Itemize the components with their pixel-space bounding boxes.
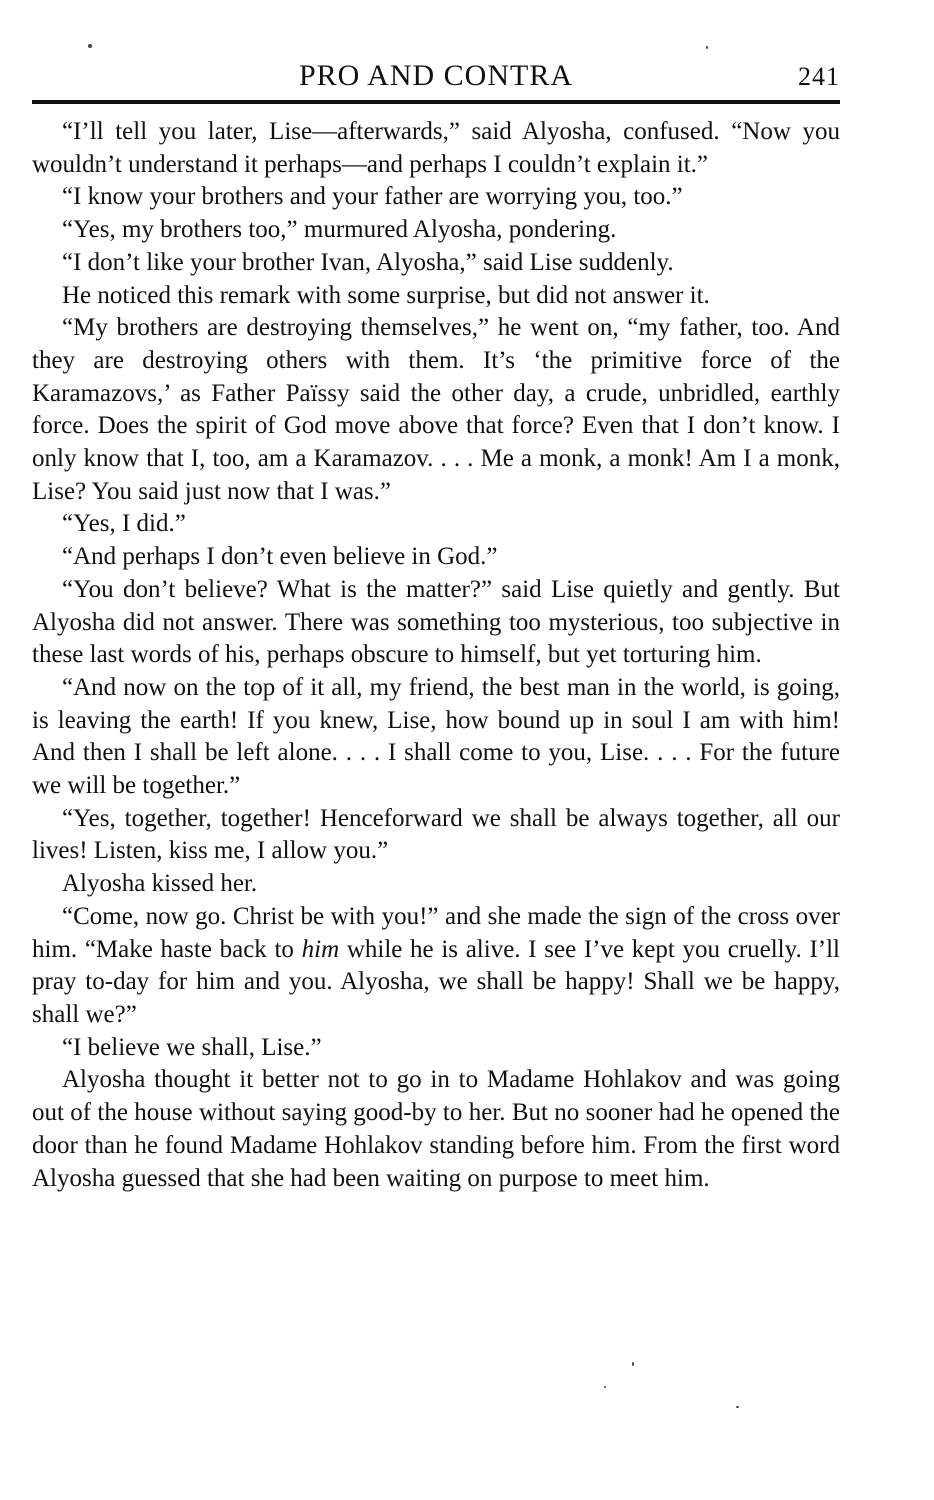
paragraph-8: “And perhaps I don’t even believe in God.” bbox=[62, 543, 498, 571]
scan-speck bbox=[632, 1362, 634, 1366]
paragraph-6: “My brothers are destroying themselves,” he went on, “my father, too. And they are destroying others with them. It’s ‘the primitive force of the Karamazovs,’ as Father Païssy said the other day, a crude, unbridled, earthly force. Does the spirit of God move above that force? Even that I don’t know. I only know that I, too, am a Karamazov. . . . Me a monk, a monk! Am I a monk, Lise? You said just now that I was.” bbox=[32, 314, 840, 505]
paragraph-14: “I believe we shall, Lise.” bbox=[62, 1033, 322, 1061]
paragraph-7: “Yes, I did.” bbox=[62, 510, 186, 538]
paragraph-13-start: “Come, now go. Christ be with you!” and she made the sign of the cross over him. “Make haste back to bbox=[32, 902, 840, 963]
scan-speck bbox=[604, 1386, 606, 1388]
body-text bbox=[32, 116, 840, 1195]
paragraph-2: “I know your brothers and your father are worrying you, too.” bbox=[62, 183, 683, 211]
page-number: 241 bbox=[798, 62, 840, 91]
paragraph-4: “I don’t like your brother Ivan, Alyosha,” said Lise suddenly. bbox=[62, 248, 674, 276]
paragraph-10: “And now on the top of it all, my friend, the best man in the world, is going, is leaving the earth! If you knew, Lise, how bound up in soul I am with him! And then I shall be left alone. . . . I shall come to you, Lise. . . . For the future we will be together.” bbox=[32, 673, 840, 800]
paragraph-1: “I’ll tell you later, Lise—afterwards,” said Alyosha, confused. “Now you wouldn’t understand it perhaps—and perhaps I couldn’t explain it.” bbox=[32, 118, 840, 178]
italic-him: him bbox=[301, 935, 340, 963]
paragraph-12: Alyosha kissed her. bbox=[62, 870, 258, 898]
paragraph-9: “You don’t believe? What is the matter?” said Lise quietly and gently. But Alyosha did not answer. There was something too mysterious, too subjective in these last words of his, perhaps obscure to himself, but yet torturing him. bbox=[32, 575, 840, 669]
paragraph-13-end: while he is alive. I see I’ve kept you cruelly. I’ll pray to-day for him and you. Alyosha, we shall be happy! Shall we be happy, shall we?” bbox=[32, 935, 840, 1028]
scan-speck bbox=[88, 44, 92, 48]
paragraph-5: He noticed this remark with some surprise, but did not answer it. bbox=[62, 281, 710, 309]
paragraph-13 bbox=[32, 901, 840, 1032]
paragraph-11: “Yes, together, together! Henceforward we shall be always together, all our lives! Listen, kiss me, I allow you.” bbox=[32, 804, 840, 865]
scan-speck bbox=[706, 46, 708, 49]
paragraph-15: Alyosha thought it better not to go in to Madame Hohlakov and was going out of the house without saying good-by to her. But no sooner had he opened the door than he found Madame Hohlakov standing before him. From the first word Alyosha guessed that she had been waiting on purpose to meet him. bbox=[32, 1066, 840, 1192]
running-head bbox=[32, 58, 840, 98]
scan-speck bbox=[736, 1406, 739, 1408]
book-page bbox=[32, 0, 840, 1500]
header-rule bbox=[32, 100, 840, 104]
chapter-title: PRO AND CONTRA bbox=[298, 59, 574, 92]
paragraph-3: “Yes, my brothers too,” murmured Alyosha, pondering. bbox=[62, 216, 617, 244]
